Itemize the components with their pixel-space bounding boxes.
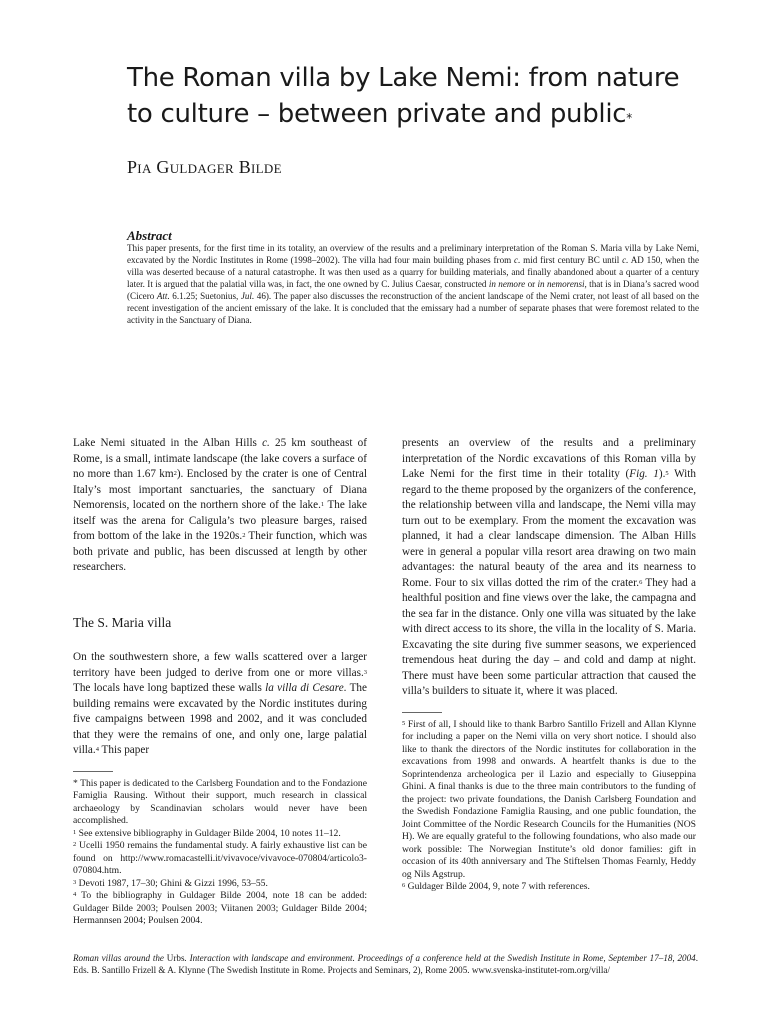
- footnote-ref-5: 5: [665, 470, 669, 477]
- publication-footer: Roman villas around the Urbs. Interaction with landscape and environment. Proceedings of a conference held at the Swedish Institute in Rome, September 17–18, 2004. Eds. B. Santillo Frizell & A. Klynne (The Swedish Institute in Rome. Projects and Seminars, 2), Rome 2005. www.svenska-institutet-rom.org/villa/: [73, 953, 698, 975]
- paper-title: [127, 60, 707, 132]
- section-paragraph: On the southwestern shore, a few walls scattered over a larger territory have been judged to derive from one or more villas.$^3$ The locals have long baptized these walls la villa di Cesare. The building remains were excavated by the Nordic institutes during five campaigns between 1998 and 2002, and it was concluded that they were the remains of one, and only one, large palatial villa.$^4$ This paper: [73, 651, 367, 756]
- footnote-divider: [402, 712, 442, 713]
- footnote-ref-3: 3: [363, 668, 367, 676]
- author-name: Pia Guldager Bilde: [127, 157, 282, 177]
- footnote-6: $^6$ Guldager Bilde 2004, 9, note 7 with references.: [402, 881, 590, 892]
- footnote-1: $^1$ See extensive bibliography in Guldager Bilde 2004, 10 notes 11–12.: [73, 827, 341, 839]
- footnote-ref-2: 2: [242, 532, 246, 539]
- footnote-2: $^2$ Ucelli 1950 remains the fundamental study. A fairly exhaustive list can be found on http://www.romacastelli.it/vivavoce/vivavoce-070804/articolo3-070804.htm.: [73, 840, 367, 876]
- footnote-divider: [73, 771, 113, 772]
- footnote-ref-1: 1: [320, 501, 325, 508]
- footnote-3: $^3$ Devoti 1987, 17–30; Ghini & Gizzi 1996, 53–55.: [73, 877, 268, 889]
- footnote-4: $^4$ To the bibliography in Guldager Bilde 2004, note 18 can be added: Guldager Bilde 2003; Poulsen 2003; Viitanen 2003; Guldager Bilde 2004; Hermannsen 2004; Poulsen 2004.: [73, 890, 367, 926]
- footnote-star: * This paper is dedicated to the Carlsberg Foundation and to the Fondazione Famiglia Rausing. Without their support, much research in classical archaeology by Scandinavian scholars would never have been accomplished.: [73, 777, 367, 826]
- body-paragraph: presents an overview of the results and a preliminary interpretation of the Nordic excavations of this Roman villa by Lake Nemi for the first time in their totality (Fig. 1).$^5$ With regard to the theme proposed by the organizers of the conference, the relationship between villa and landscape, the Nemi villa may turn out to be exemplary. From the moment the excavation was planned, it had a clear landscape dimension. The Alban Hills were in general a popular villa resort area drawing on two main advantages: the natural beauty of the area and its nearness to Rome. Four to six villas dotted the rim of the crater.$^6$ They had a healthful position and fine views over the lake, the campagna and the sea far in the distance. Only one villa was situated by the lake with direct access to its shore, the villa in the locality of S. Maria. Excavating the site during five summer seasons, we experienced tremendous heat during the day – and cold and damp at night. There must have been some particular attraction that caused the villa’s builders to situate it, where it was placed.: [402, 437, 696, 697]
- title-footnote-mark: *: [626, 111, 632, 125]
- abstract-heading: Abstract: [127, 228, 172, 243]
- abstract-text: This paper presents, for the first time in its totality, an overview of the results and a preliminary interpretation of the Roman S. Maria villa by Lake Nemi, excavated by the Nordic Institutes in Rome (1998–2002). The villa had four main building phases from c. mid first century BC until c. AD 150, when the villa was deserted because of a natural catastrophe. It was then used as a quarry for building materials, and finally abandoned about a quarter of a century later. It is argued that the palatial villa was, in fact, the one owned by C. Julius Caesar, constructed in nemore or in nemorensi, that is in Diana’s sacred wood (Cicero Att. 6.1.25; Suetonius, Jul. 46). The paper also discusses the reconstruction of the ancient landscape of the Nemi crater, not least of all based on the recent investigation of the ancient emissary of the lake. It is concluded that the emissary had a number of separate phases that were foremost related to the activity in the Sanctuary of Diana.: [127, 243, 700, 325]
- footnote-ref-6: 6: [639, 578, 643, 586]
- footnote-5: $^5$ First of all, I should like to thank Barbro Santillo Frizell and Allan Klynne for including a paper on the Nemi villa on very short notice. I should also like to thank the directors of the Nordic institutes for collaboration in the excavations from 1998 and onwards. A heartfelt thanks is due to the Soprintendenza archeologica per il Lazio and especially to Giuseppina Ghini. A final thanks is due to the three main contributors to the funding of the project: two private foundations, the Danish Carlsberg Foundation and the Swedish Fondazione Famiglia Rausing, and one public foundation, the Joint Committee of the Nordic Research Councils for the Humanities (NOS H). We are equally grateful to the following foundations, who also made our work possible: The Norwegian Institute’s old donor families: gift in occasion of its 40th anniversary and The Stiftelsen Thomas Fearnly, Heddy og Nils Agstrup.: [402, 718, 696, 880]
- section-heading: The S. Maria villa: [73, 614, 172, 630]
- footnote-ref-4: 4: [95, 746, 99, 753]
- intro-paragraph: Lake Nemi situated in the Alban Hills c. 25 km southeast of Rome, is a small, intimate landscape (the lake covers a surface of no more than 1.67 $km^2$). Enclosed by the crater is one of Central Italy’s most important sanctuaries, the sanctuary of Diana Nemorensis, located on the northern shore of the lake.$^1$ The lake itself was the arena for Caligula’s two pleasure barges, raised from bottom of the lake in the 1920s.$^2$ Their function, which was both private and public, has been discussed at length by other researchers.: [73, 437, 368, 573]
- figure-reference[interactable]: Fig. 1: [629, 468, 659, 480]
- paper-title-text: The Roman villa by Lake Nemi: from nature to culture – between private and public: [127, 63, 680, 129]
- right-column: [402, 436, 696, 894]
- left-column: [73, 436, 367, 928]
